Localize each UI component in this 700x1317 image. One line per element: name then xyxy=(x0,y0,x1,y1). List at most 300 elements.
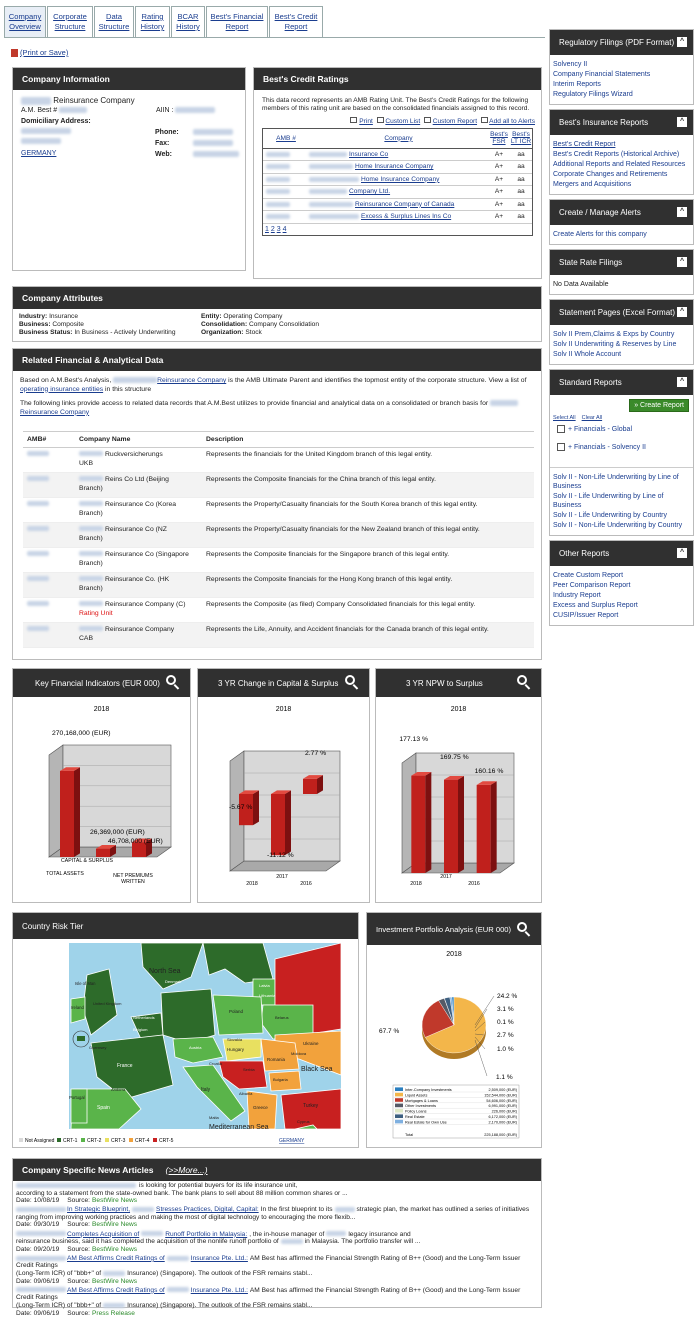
related-description: Represents the Composite financials for the Singapore branch of this legal entity. xyxy=(206,550,450,558)
cs-chart xyxy=(198,697,369,902)
related-company-name: Reinsurance Co. (HK Branch) xyxy=(79,575,170,592)
related-description: Represents the financials for the United Kingdom branch of this legal entity. xyxy=(206,450,433,458)
sidebar-section-title: Statement Pages (Excel Format) xyxy=(559,308,676,317)
legend-swatch-4 xyxy=(129,1138,133,1142)
right-sidebar xyxy=(549,29,694,630)
bar-1 xyxy=(444,776,464,873)
status-label: Business Status: xyxy=(19,329,73,336)
rating-fsr: A+ xyxy=(494,188,504,196)
category-label-2: 2016 xyxy=(468,881,480,887)
chart-subtitle: 2018 xyxy=(93,706,110,713)
news-headline-2[interactable]: Runoff Portfolio in Malaysia: xyxy=(165,1230,248,1238)
map-label-31: Cyprus xyxy=(297,1119,310,1124)
collapse-icon[interactable]: ^ xyxy=(677,117,687,127)
business-label: Business: xyxy=(19,321,51,328)
sidebar-section xyxy=(549,29,694,105)
credit-ratings-table xyxy=(263,129,532,224)
news-title: Company Specific News Articles xyxy=(22,1165,154,1175)
investment-portfolio-panel xyxy=(366,912,542,1148)
legend-total-label: Total xyxy=(405,1133,414,1137)
col-amb[interactable]: AMB # xyxy=(276,134,296,142)
rating-icr: aa xyxy=(517,213,525,221)
legend-value-3: 6,991,000 (EUR) xyxy=(488,1104,517,1109)
tab-corporate-structure[interactable]: Corporate Structure xyxy=(47,6,93,37)
npw-title: 3 YR NPW to Surplus xyxy=(376,669,541,697)
related-description: Represents the Life, Annuity, and Accident financials for the Canada branch of this legal entity. xyxy=(206,625,489,633)
legend-swatch-5 xyxy=(153,1138,157,1142)
map-label-7: Latvia xyxy=(259,983,270,988)
map-label-10: Netherlands xyxy=(133,1015,155,1020)
pagination xyxy=(263,224,532,235)
tab-bcar-history[interactable]: BCAR History xyxy=(171,6,205,37)
related-amb-link[interactable] xyxy=(23,547,79,572)
report-icon xyxy=(424,117,431,123)
map-label-11: Poland xyxy=(229,1009,244,1014)
sidebar-link[interactable]: Solv II Prem,Claims & Exps by Country xyxy=(553,331,675,338)
rating-company[interactable]: Excess & Surplus Lines Ins Co xyxy=(309,211,488,224)
consolidation-value: Company Consolidation xyxy=(249,321,320,328)
ambest-label: A.M. Best # xyxy=(21,107,58,114)
news-item xyxy=(16,1255,538,1285)
category-label-1: 2017 xyxy=(276,874,288,880)
rating-amb[interactable] xyxy=(263,161,309,174)
rating-amb[interactable] xyxy=(263,198,309,211)
kfi-chart xyxy=(13,697,190,902)
sidebar-link[interactable]: Solv II Underwriting & Reserves by Line xyxy=(553,341,677,348)
legend-value-6: 2,170,000 (EUR) xyxy=(488,1120,517,1125)
list-icon xyxy=(377,117,384,123)
data-label-0: 270,168,000 (EUR) xyxy=(52,730,111,737)
credit-ratings-panel xyxy=(253,67,542,279)
sidebar-link[interactable]: Additional Reports and Related Resources xyxy=(553,161,686,168)
pie-legend xyxy=(393,1085,519,1138)
sidebar-link[interactable]: Excess and Surplus Report xyxy=(553,602,638,609)
rating-company[interactable]: Company Ltd. xyxy=(309,186,488,199)
news-snippet: is looking for potential buyers for its life insurance unit, xyxy=(139,1182,298,1189)
rating-company[interactable]: Home Insurance Company xyxy=(309,173,488,186)
map-label-20: France xyxy=(117,1063,133,1069)
related-amb-link[interactable] xyxy=(23,472,79,497)
cs-title: 3 YR Change in Capital & Surplus xyxy=(198,669,369,697)
sidebar-section xyxy=(549,540,694,626)
entity-label: Entity: xyxy=(201,313,222,320)
bar-1 xyxy=(271,790,291,855)
sidebar-link[interactable]: Solv II - Non-Life Underwriting by Line of Business xyxy=(553,474,679,490)
tab-credit-report[interactable]: Best's Credit Report xyxy=(269,6,323,37)
col-company-name: Company Name xyxy=(79,435,131,443)
collapse-icon[interactable]: ^ xyxy=(677,377,687,387)
map-label-19: Romania xyxy=(267,1057,286,1062)
news-date: Date: 09/30/19 xyxy=(16,1221,60,1229)
rating-icr: aa xyxy=(517,175,525,183)
rating-amb[interactable] xyxy=(263,148,309,161)
news-snippet-line2b: Insurance) (Singapore). The outlook of the FSR remains stabl... xyxy=(127,1270,313,1278)
organization-label: Organization: xyxy=(201,329,244,336)
legend-item-1: CRT-1 xyxy=(63,1138,78,1144)
aiin-label: AIIN : xyxy=(156,107,174,114)
country-poland[interactable] xyxy=(213,995,263,1035)
tab-rating-history[interactable]: Rating History xyxy=(135,6,170,37)
custom-list-action[interactable]: Custom List xyxy=(385,118,421,125)
news-snippet: AM Best has affirmed the Financial Strength Rating of B++ (Good) and the Long-Term Issuer Credit Ratings xyxy=(16,1286,521,1302)
report-checkbox-row[interactable]: + Financials - Solvency II xyxy=(557,443,646,451)
tab-bar xyxy=(4,6,324,37)
credit-ratings-title: Best's Credit Ratings xyxy=(254,68,541,90)
checkbox[interactable] xyxy=(557,443,565,451)
map-label-17: Austria xyxy=(189,1045,202,1050)
zoom-icon[interactable] xyxy=(166,675,180,689)
data-label-0: 177.13 % xyxy=(399,736,429,743)
news-snippet: , the in-house manager of xyxy=(249,1230,325,1238)
create-report-button[interactable]: » Create Report xyxy=(629,399,689,412)
data-label-1: -11.12 % xyxy=(267,852,294,859)
sidebar-link[interactable]: Best's Credit Report xyxy=(553,141,616,148)
rating-icr: aa xyxy=(517,163,525,171)
europe-map[interactable] xyxy=(13,939,358,1147)
col-amb-num: AMB# xyxy=(27,435,47,443)
news-headline[interactable]: AM Best Affirms Credit Ratings of xyxy=(67,1254,165,1262)
legend-value-1: 152,544,000 (EUR) xyxy=(484,1093,517,1098)
news-date: Date: 09/06/19 xyxy=(16,1309,60,1317)
sidebar-section-title: Other Reports xyxy=(559,549,610,558)
legend-item-3: CRT-3 xyxy=(111,1138,126,1144)
related-amb-link[interactable] xyxy=(23,572,79,597)
news-source: Press Release xyxy=(92,1309,135,1317)
map-label-5: United Kingdom xyxy=(93,1001,122,1006)
bar-0 xyxy=(411,772,431,873)
map-label-9: Belarus xyxy=(275,1015,289,1020)
sidebar-link[interactable]: Industry Report xyxy=(553,592,601,599)
company-name: Reinsurance Company xyxy=(53,96,135,105)
page-4[interactable]: 4 xyxy=(282,225,287,233)
chart-subtitle: 2018 xyxy=(450,706,467,713)
category-label-0: 2018 xyxy=(246,881,258,887)
business-value: Composite xyxy=(52,321,84,328)
print-or-save[interactable]: (Print or Save) xyxy=(11,48,68,57)
legend-label-1: Liquid Assets xyxy=(405,1093,428,1098)
tab-data-structure[interactable]: Data Structure xyxy=(94,6,134,37)
news-snippet-line2: reinsurance business, said it has completed the acquisition of the nonlife runoff portfolio of xyxy=(16,1238,279,1246)
sidebar-section xyxy=(549,249,694,295)
sidebar-link[interactable]: Corporate Changes and Retirements xyxy=(553,171,668,178)
collapse-icon[interactable]: ^ xyxy=(677,307,687,317)
zoom-icon[interactable] xyxy=(345,675,359,689)
sidebar-link[interactable]: Peer Comparison Report xyxy=(553,582,631,589)
rating-amb[interactable] xyxy=(263,211,309,224)
rating-icr: aa xyxy=(517,188,525,196)
rating-company[interactable]: Home Insurance Company xyxy=(309,161,488,174)
category-label-0: 2018 xyxy=(410,881,422,887)
related-company-name: Reinsurance Co (NZ Branch) xyxy=(79,525,167,542)
legend-item-2: CRT-2 xyxy=(87,1138,102,1144)
bar-0 xyxy=(60,767,80,857)
related-company-name: Reins Co Ltd (Beijing Branch) xyxy=(79,475,169,492)
sidebar-link[interactable]: Solv II Whole Account xyxy=(553,351,622,358)
rating-row xyxy=(263,161,532,174)
company-attributes-title: Company Attributes xyxy=(13,287,541,309)
rating-fsr: A+ xyxy=(494,200,504,208)
rating-fsr: A+ xyxy=(494,213,504,221)
legend-label-5: Real Estate xyxy=(405,1115,425,1119)
capital-change-panel xyxy=(197,668,370,903)
slice-label-1: 67.7 % xyxy=(379,1028,400,1035)
news-source-label: Source: xyxy=(67,1277,90,1285)
slice-label-4: 0.1 % xyxy=(497,1019,514,1026)
related-row xyxy=(23,572,534,597)
report-checkbox-row[interactable]: + Financials - Global xyxy=(557,425,632,433)
sidebar-link[interactable]: Solv II - Non-Life Underwriting by Country xyxy=(553,522,683,529)
news-source: BestWire News xyxy=(92,1221,138,1229)
related-row xyxy=(23,472,534,497)
add-alerts-action[interactable]: Add all to Alerts xyxy=(489,118,535,125)
rating-row xyxy=(263,198,532,211)
rating-fsr: A+ xyxy=(494,150,504,158)
related-table xyxy=(23,432,534,648)
rating-amb[interactable] xyxy=(263,186,309,199)
news-headline[interactable]: AM Best Affirms Credit Ratings of xyxy=(67,1286,165,1294)
tab-company-overview[interactable]: Company Overview xyxy=(4,6,46,37)
related-amb-link[interactable] xyxy=(23,447,79,472)
zoom-icon[interactable] xyxy=(517,922,531,936)
legend-item-4: CRT-4 xyxy=(135,1138,150,1144)
news-title-bar xyxy=(13,1159,541,1181)
rating-row xyxy=(263,186,532,199)
related-amb-link[interactable] xyxy=(23,522,79,547)
related-text-1a: Based on A.M.Best's Analysis, xyxy=(20,377,112,384)
news-headline[interactable]: In Strategic Blueprint, xyxy=(67,1206,131,1214)
map-label-3: Isle of Man xyxy=(75,981,96,986)
related-company-name: Ruckversicherungs UKB xyxy=(79,450,163,467)
sidebar-section-title: Best's Insurance Reports xyxy=(559,118,649,127)
related-data-title: Related Financial & Analytical Data xyxy=(13,349,541,371)
news-source-label: Source: xyxy=(67,1197,90,1205)
map-label-12: Belgium xyxy=(133,1027,148,1032)
key-financial-panel xyxy=(12,668,191,903)
related-text-1b: is the AMB Ultimate Parent and identifies the topmost entity of the corporate structure. View a list of xyxy=(228,377,527,384)
news-headline[interactable]: Completes Acquisition of xyxy=(67,1230,140,1238)
news-source-label: Source: xyxy=(67,1221,90,1229)
print-icon xyxy=(350,117,357,123)
related-text-2: The following links provide access to related data records that A.M.Best utilizes to provide financial and analytical data on a consolidated or branch basis for xyxy=(20,400,489,407)
related-company-link[interactable]: Reinsurance Company xyxy=(20,408,90,416)
sidebar-link[interactable]: Solvency II xyxy=(553,61,588,68)
investment-chart xyxy=(367,945,541,1147)
news-source: BestWire News xyxy=(92,1245,138,1253)
map-label-4: Ireland xyxy=(71,1005,84,1010)
map-country-link[interactable]: GERMANY xyxy=(279,1138,305,1144)
sidebar-link[interactable]: CUSIP/Issuer Report xyxy=(553,612,619,619)
domiciliary-label: Domiciliary Address: xyxy=(21,118,91,125)
npw-chart xyxy=(376,697,541,902)
related-description: Represents the Property/Casualty financials for the South Korea branch of this legal entity. xyxy=(206,500,478,508)
related-description: Represents the Composite financials for the China branch of this legal entity. xyxy=(206,475,436,483)
news-snippet: AM Best has affirmed the Financial Strength Rating of B++ (Good) and the Long-Term Issuer Credit Ratings xyxy=(16,1254,521,1270)
country-turkey[interactable] xyxy=(281,1089,341,1129)
company-information-panel xyxy=(12,67,246,271)
sidebar-link[interactable]: Regulatory Filings Wizard xyxy=(553,91,633,98)
slice-label-0: 1.1 % xyxy=(496,1074,513,1081)
print-action[interactable]: Print xyxy=(359,118,373,125)
page-2[interactable]: 2 xyxy=(270,225,275,233)
related-company-name: Reinsurance Company (C) Rating Unit xyxy=(79,600,186,617)
map-label-16: Guernsey xyxy=(89,1045,107,1050)
page-3[interactable]: 3 xyxy=(276,225,281,233)
slice-label-3: 3.1 % xyxy=(497,1006,514,1013)
legend-label-0: Inter-Company Investments xyxy=(405,1088,452,1092)
news-date: Date: 10/08/19 xyxy=(16,1197,60,1205)
news-headline-2[interactable]: Insurance Pte. Ltd.: xyxy=(190,1286,248,1294)
sidebar-link[interactable]: Create Custom Report xyxy=(553,572,624,579)
news-snippet-2: strategic plan, the market has outlined a series of initiatives xyxy=(356,1206,530,1214)
map-label-24: Andorra xyxy=(111,1087,126,1092)
news-snippet-line2b: in Malaysia. The portfolio transfer will ... xyxy=(304,1238,421,1246)
related-text-1c: in this structure xyxy=(105,385,152,393)
news-date: Date: 09/06/19 xyxy=(16,1277,60,1285)
slice-label-2: 24.2 % xyxy=(497,993,518,1000)
map-label-25: Italy xyxy=(201,1087,211,1093)
related-row xyxy=(23,447,534,472)
investment-title: Investment Portfolio Analysis (EUR 000) xyxy=(367,913,541,945)
news-more-link[interactable]: (>>More...) xyxy=(165,1165,208,1175)
col-fsr[interactable]: Best's FSR xyxy=(490,131,508,146)
custom-report-action[interactable]: Custom Report xyxy=(432,118,478,125)
related-row xyxy=(23,522,534,547)
data-label-1: 169.75 % xyxy=(440,754,469,761)
rating-row xyxy=(263,148,532,161)
news-snippet-line2: (Long-Term ICR) of "bbb+" of xyxy=(16,1301,102,1309)
country-risk-panel xyxy=(12,912,359,1148)
map-label-2: Mediterranean Sea xyxy=(209,1124,269,1131)
legend-label-3: Other Investments xyxy=(405,1104,437,1109)
sidebar-link[interactable]: Best's Credit Reports (Historical Archive) xyxy=(553,151,680,158)
map-label-29: Greece xyxy=(253,1105,268,1110)
news-headline-2[interactable]: Stresses Practices, Digital, Capital: xyxy=(156,1206,259,1214)
industry-label: Industry: xyxy=(19,313,48,320)
organization-value: Stock xyxy=(245,329,262,336)
checkbox[interactable] xyxy=(557,425,565,433)
web-label: Web: xyxy=(155,151,172,158)
news-item xyxy=(16,1287,538,1317)
map-label-22: Serbia xyxy=(243,1067,255,1072)
rating-fsr: A+ xyxy=(494,175,504,183)
country-ireland[interactable] xyxy=(71,997,85,1023)
legend-label-4: Policy Loans xyxy=(405,1109,427,1114)
legend-swatch-1 xyxy=(57,1138,61,1142)
map-label-27: Portugal xyxy=(69,1095,85,1100)
clear-all-link[interactable]: Clear All xyxy=(581,415,603,421)
category-label-2: 2016 xyxy=(300,881,312,887)
related-row xyxy=(23,497,534,522)
rating-company[interactable]: Reinsurance Company of Canada xyxy=(309,198,488,211)
collapse-icon[interactable]: ^ xyxy=(677,548,687,558)
sidebar-link[interactable]: Interim Reports xyxy=(553,81,601,88)
map-label-14: Slovakia xyxy=(227,1037,243,1042)
map-label-28: Spain xyxy=(97,1105,110,1111)
related-description: Represents the Property/Casualty financials for the New Zealand branch of this legal entity. xyxy=(206,525,480,533)
sidebar-link[interactable]: Mergers and Acquisitions xyxy=(553,181,632,188)
news-headline-2[interactable]: Insurance Pte. Ltd.: xyxy=(190,1254,248,1262)
status-value: In Business - Actively Underwriting xyxy=(74,329,176,336)
category-label-2: NET PREMIUMS WRITTEN xyxy=(113,873,153,885)
related-company-name: Reinsurance Co (Korea Branch) xyxy=(79,500,177,517)
col-company[interactable]: Company xyxy=(384,134,413,142)
map-label-6: Denmark xyxy=(165,979,182,984)
sidebar-section-title: Create / Manage Alerts xyxy=(559,208,641,217)
select-all-link[interactable]: Select All xyxy=(553,415,576,421)
legend-swatch-0 xyxy=(19,1138,23,1142)
news-item xyxy=(16,1206,538,1229)
rating-icr: aa xyxy=(517,200,525,208)
rating-amb[interactable] xyxy=(263,173,309,186)
kfi-title: Key Financial Indicators (EUR 000) xyxy=(13,669,190,697)
page-1[interactable]: 1 xyxy=(265,225,269,233)
news-snippet-line2: according to a statement from the state-owned bank. The bank plans to sell about 88 million common shares or ... xyxy=(16,1189,348,1197)
country-risk-title: Country Risk Tier xyxy=(13,913,358,939)
country-link[interactable]: GERMANY xyxy=(21,150,57,157)
tab-financial-report[interactable]: Best's Financial Report xyxy=(206,6,268,37)
rating-company[interactable]: Insurance Co xyxy=(309,148,488,161)
collapse-icon[interactable]: ^ xyxy=(677,207,687,217)
rating-fsr: A+ xyxy=(494,163,504,171)
sidebar-link[interactable]: Solv II - Life Underwriting by Line of Business xyxy=(553,493,664,509)
related-company-name: Reinsurance Company CAB xyxy=(79,625,175,642)
category-label-0: TOTAL ASSETS xyxy=(46,871,84,877)
legend-item-5: CRT-5 xyxy=(159,1138,174,1144)
col-icr[interactable]: Best's LT ICR xyxy=(510,131,532,146)
map-label-32: Malta xyxy=(209,1115,219,1120)
related-description: Represents the Composite financials for the Hong Kong branch of this legal entity. xyxy=(206,575,453,583)
map-label-30: Turkey xyxy=(303,1103,319,1109)
news-snippet-line2b: Insurance) (Singapore). The outlook of the FSR remains stabl... xyxy=(127,1301,313,1309)
news-snippet-2: legacy insurance and xyxy=(348,1230,411,1238)
data-label-0: -5.67 % xyxy=(229,804,253,811)
legend-label-2: Mortgages & Loans xyxy=(405,1098,438,1103)
map-label-21: Croatia xyxy=(209,1061,222,1066)
map-label-1: Black Sea xyxy=(301,1066,333,1073)
legend-swatch-3 xyxy=(105,1138,109,1142)
related-amb-link[interactable] xyxy=(23,497,79,522)
collapse-icon[interactable]: ^ xyxy=(677,257,687,267)
rating-row xyxy=(263,211,532,224)
data-label-1: 26,369,000 (EUR) xyxy=(90,829,145,836)
data-label-2: 2.77 % xyxy=(305,750,327,757)
news-panel xyxy=(12,1158,542,1317)
bar-2 xyxy=(303,775,323,794)
country-germany[interactable] xyxy=(161,989,215,1043)
sidebar-section-title: Standard Reports xyxy=(559,378,622,387)
news-source: BestWire News xyxy=(92,1197,138,1205)
sidebar-plain-text: No Data Available xyxy=(553,281,609,288)
sidebar-link[interactable]: Solv II - Life Underwriting by Country xyxy=(553,512,667,519)
collapse-icon[interactable]: ^ xyxy=(677,37,687,47)
sidebar-section xyxy=(549,109,694,195)
consolidation-label: Consolidation: xyxy=(201,321,248,328)
map-label-26: Albania xyxy=(239,1091,253,1096)
zoom-icon[interactable] xyxy=(517,675,531,689)
legend-total-value: 225,188,000 (EUR) xyxy=(484,1133,517,1137)
sidebar-link[interactable]: Company Financial Statements xyxy=(553,71,651,78)
related-amb-link[interactable] xyxy=(23,622,79,647)
sidebar-link[interactable]: Create Alerts for this company xyxy=(553,231,647,238)
legend-value-2: 54,606,000 (EUR) xyxy=(486,1098,517,1103)
related-amb-link[interactable] xyxy=(23,597,79,622)
sidebar-section-title: State Rate Filings xyxy=(559,258,623,267)
news-source: BestWire News xyxy=(92,1277,138,1285)
rating-row xyxy=(263,173,532,186)
operating-entities-link[interactable]: operating insurance entities xyxy=(20,385,104,393)
slice-label-5: 2.7 % xyxy=(497,1032,514,1039)
ultimate-parent-link[interactable]: Reinsurance Company xyxy=(157,377,227,384)
